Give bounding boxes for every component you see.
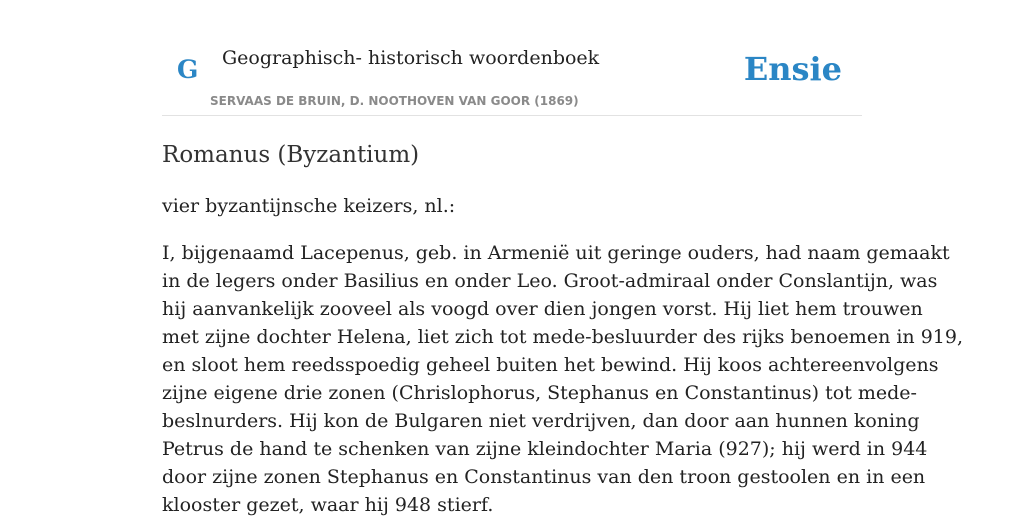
page-header (162, 0, 862, 116)
article-title: Romanus (Byzantium) (162, 142, 420, 168)
article-body-line: beslnurders. Hij kon de Bulgaren niet verdrijven, dan door aan hunnen koning (162, 410, 920, 432)
article-body-line: en sloot hem reedsspoedig geheel buiten het bewind. Hij koos achtereenvolgens (162, 354, 939, 376)
article-body-line: zijne eigene drie zonen (Chrislophorus, Stephanus en Constantinus) tot mede- (162, 382, 917, 404)
article-body-line: door zijne zonen Stephanus en Constantinus van den troon gestoolen en in een (162, 466, 926, 488)
article-body-line: met zijne dochter Helena, liet zich tot mede-besluurder des rijks benoemen in 919, (162, 326, 963, 348)
article-body-line: klooster gezet, waar hij 948 stierf. (162, 494, 494, 516)
book-letter-badge[interactable]: G (177, 55, 199, 84)
book-title-link[interactable]: Geographisch- historisch woordenboek (222, 47, 600, 69)
book-authors: SERVAAS DE BRUIN, D. NOOTHOVEN VAN GOOR (1869) (210, 94, 579, 108)
article-body (162, 239, 963, 519)
ensie-logo-link[interactable]: Ensie (743, 50, 842, 88)
article-body-line: in de legers onder Basilius en onder Leo. Groot-admiraal onder Conslantijn, was (162, 270, 938, 292)
page-container (162, 0, 963, 516)
article-body-line: I, bijgenaamd Lacepenus, geb. in Armenië uit geringe ouders, had naam gemaakt (162, 242, 950, 264)
article-body-line: hij aanvankelijk zooveel als voogd over dien jongen vorst. Hij liet hem trouwen (162, 298, 923, 320)
article-body-line: Petrus de hand te schenken van zijne kleindochter Maria (927); hij werd in 944 (162, 438, 928, 460)
article-intro: vier byzantijnsche keizers, nl.: (162, 195, 456, 217)
